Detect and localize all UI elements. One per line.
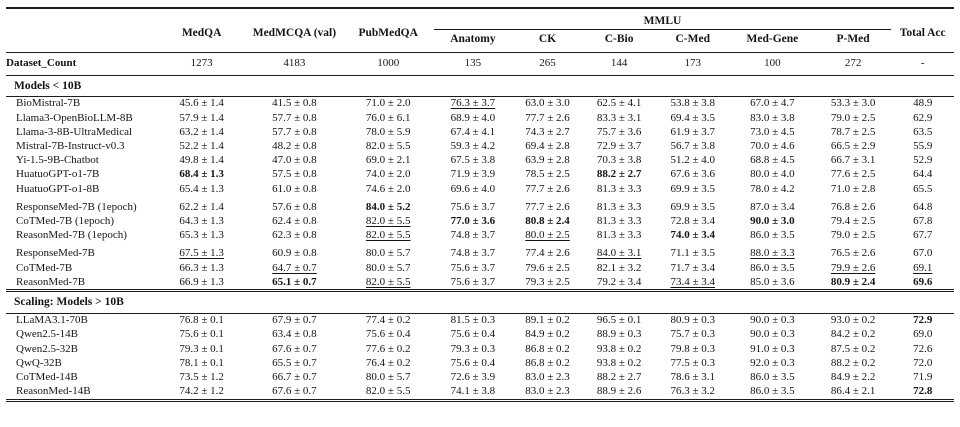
dataset-count-label: Dataset_Count (6, 53, 157, 75)
score-cell: 57.5 ± 0.8 (272, 168, 317, 181)
score-cell: 64.8 (913, 200, 933, 213)
score-cell: 67.9 ± 0.7 (272, 314, 317, 327)
score-cell: 72.8 (913, 385, 933, 398)
score-cell: 57.6 ± 0.8 (272, 200, 317, 213)
score-cell: 73.0 ± 4.5 (750, 125, 795, 138)
score-cell: 74.3 ± 2.7 (525, 125, 570, 138)
score-cell: 79.6 ± 2.5 (525, 261, 570, 274)
score-cell: 64.4 (913, 168, 933, 181)
col-header-anatomy: Anatomy (450, 33, 496, 46)
score-cell: 70.0 ± 4.6 (750, 139, 795, 152)
score-cell: 66.7 ± 3.1 (830, 154, 876, 167)
score-cell: 56.7 ± 3.8 (670, 139, 716, 152)
score-cell: 96.5 ± 0.1 (596, 314, 642, 327)
score-cell: 79.9 ± 2.6 (830, 261, 876, 274)
table-row (6, 385, 954, 401)
dataset-count-value: 144 (583, 53, 656, 75)
score-cell: 62.4 ± 0.8 (272, 214, 317, 227)
table-row (6, 261, 954, 275)
score-cell: 85.0 ± 3.6 (750, 275, 795, 288)
score-cell: 57.7 ± 0.8 (272, 111, 317, 124)
model-name-cell: ReasonMed-14B (16, 385, 91, 398)
score-cell: 91.0 ± 0.3 (750, 342, 795, 355)
model-name-cell: ResponseMed-7B (1epoch) (16, 200, 137, 213)
score-cell: 93.8 ± 0.2 (596, 356, 642, 369)
score-cell: 57.9 ± 1.4 (179, 111, 224, 124)
score-cell: 63.5 (913, 125, 933, 138)
score-cell: 48.9 (913, 97, 933, 110)
section-header-row (6, 75, 954, 96)
score-cell: 55.9 (913, 139, 933, 152)
score-cell: 52.2 ± 1.4 (179, 139, 224, 152)
score-cell: 81.3 ± 3.3 (596, 200, 642, 213)
score-cell: 77.7 ± 2.6 (525, 200, 570, 213)
score-cell: 65.5 ± 0.7 (272, 356, 317, 369)
score-cell: 83.0 ± 2.3 (525, 370, 570, 383)
score-cell: 61.9 ± 3.7 (670, 125, 716, 138)
table-header (6, 8, 954, 53)
table-body (6, 53, 954, 400)
score-cell: 69.0 (913, 328, 933, 341)
score-cell: 69.6 (913, 275, 933, 288)
score-cell: 77.0 ± 3.6 (450, 214, 496, 227)
header-row-groups (6, 8, 954, 30)
score-cell: 67.6 ± 0.7 (272, 342, 317, 355)
score-cell: 75.6 ± 0.4 (365, 328, 411, 341)
model-name-cell: CoTMed-7B (16, 261, 73, 274)
col-header-c-med: C-Med (675, 33, 710, 46)
score-cell: 64.7 ± 0.7 (272, 261, 317, 274)
score-cell: 67.0 (913, 247, 933, 260)
score-cell: 84.2 ± 0.2 (830, 328, 876, 341)
score-cell: 80.9 ± 0.3 (670, 314, 716, 327)
model-name-cell: HuatuoGPT-o1-8B (16, 182, 100, 195)
score-cell: 84.9 ± 2.2 (830, 370, 876, 383)
table-row (6, 125, 954, 139)
score-cell: 88.2 ± 2.7 (596, 370, 642, 383)
score-cell: 90.0 ± 0.3 (750, 314, 795, 327)
score-cell: 90.0 ± 0.3 (750, 328, 795, 341)
col-header-ck: CK (538, 33, 557, 46)
score-cell: 82.1 ± 3.2 (596, 261, 642, 274)
score-cell: 71.0 ± 2.0 (365, 97, 411, 110)
score-cell: 74.1 ± 3.8 (450, 385, 496, 398)
score-cell: 72.6 ± 3.9 (450, 370, 496, 383)
model-name-cell: ReasonMed-7B (1epoch) (16, 229, 127, 242)
score-cell: 74.0 ± 2.0 (365, 168, 411, 181)
score-cell: 68.4 ± 1.3 (179, 168, 224, 181)
score-cell: 62.2 ± 1.4 (179, 200, 224, 213)
score-cell: 68.9 ± 4.0 (450, 111, 496, 124)
score-cell: 88.9 ± 2.6 (596, 385, 642, 398)
score-cell: 76.8 ± 2.6 (830, 200, 876, 213)
section-header: Scaling: Models > 10B (6, 291, 954, 313)
score-cell: 64.3 ± 1.3 (179, 214, 224, 227)
score-cell: 72.9 ± 3.7 (596, 139, 642, 152)
score-cell: 66.9 ± 1.3 (179, 275, 224, 288)
score-cell: 62.3 ± 0.8 (272, 229, 317, 242)
score-cell: 76.5 ± 2.6 (830, 247, 876, 260)
table-row (6, 342, 954, 356)
score-cell: 69.0 ± 2.1 (365, 154, 411, 167)
score-cell: 45.6 ± 1.4 (179, 97, 224, 110)
table-row (6, 243, 954, 261)
score-cell: 65.1 ± 0.7 (272, 275, 317, 288)
score-cell: 76.8 ± 0.1 (179, 314, 224, 327)
score-cell: 65.3 ± 1.3 (179, 229, 224, 242)
col-group-header-mmlu: MMLU (434, 8, 892, 30)
model-name-cell: Llama3-OpenBioLLM-8B (16, 111, 133, 124)
score-cell: 76.4 ± 0.2 (365, 356, 411, 369)
model-name-cell: Mistral-7B-Instruct-v0.3 (16, 139, 125, 152)
score-cell: 79.8 ± 0.3 (670, 342, 716, 355)
dataset-count-row (6, 53, 954, 75)
table-row (6, 356, 954, 370)
score-cell: 81.3 ± 3.3 (596, 229, 642, 242)
score-cell: 77.4 ± 0.2 (365, 314, 411, 327)
score-cell: 69.9 ± 3.5 (670, 200, 716, 213)
score-cell: 78.6 ± 3.1 (670, 370, 716, 383)
score-cell: 65.4 ± 1.3 (179, 182, 224, 195)
score-cell: 82.0 ± 5.5 (365, 275, 411, 288)
score-cell: 76.0 ± 6.1 (365, 111, 411, 124)
score-cell: 82.0 ± 5.5 (365, 385, 411, 398)
score-cell: 60.9 ± 0.8 (272, 247, 317, 260)
score-cell: 81.3 ± 3.3 (596, 182, 642, 195)
score-cell: 86.8 ± 0.2 (525, 342, 570, 355)
score-cell: 77.7 ± 2.6 (525, 111, 570, 124)
score-cell: 57.7 ± 0.8 (272, 125, 317, 138)
score-cell: 53.3 ± 3.0 (830, 97, 876, 110)
score-cell: 72.8 ± 3.4 (670, 214, 716, 227)
score-cell: 67.4 ± 4.1 (450, 125, 496, 138)
score-cell: 78.0 ± 5.9 (365, 125, 411, 138)
table-row (6, 275, 954, 291)
score-cell: 86.4 ± 2.1 (830, 385, 876, 398)
score-cell: 80.0 ± 4.0 (750, 168, 795, 181)
score-cell: 88.0 ± 3.3 (750, 247, 795, 260)
score-cell: 63.9 ± 2.8 (525, 154, 570, 167)
score-cell: 76.3 ± 3.7 (450, 97, 496, 110)
score-cell: 71.7 ± 3.4 (670, 261, 716, 274)
model-name-cell: Qwen2.5-14B (16, 328, 79, 341)
score-cell: 84.0 ± 3.1 (596, 247, 642, 260)
section-header: Models < 10B (6, 75, 954, 96)
score-cell: 66.5 ± 2.9 (830, 139, 876, 152)
score-cell: 76.3 ± 3.2 (670, 385, 716, 398)
score-cell: 93.0 ± 0.2 (830, 314, 876, 327)
dataset-count-value: 100 (730, 53, 815, 75)
score-cell: 80.0 ± 2.5 (525, 229, 570, 242)
table-row (6, 370, 954, 384)
score-cell: 62.5 ± 4.1 (596, 97, 642, 110)
score-cell: 74.8 ± 3.7 (450, 247, 496, 260)
score-cell: 83.0 ± 2.3 (525, 385, 570, 398)
dataset-count-value: 1273 (157, 53, 246, 75)
score-cell: 79.3 ± 0.1 (179, 342, 224, 355)
score-cell: 75.6 ± 0.4 (450, 356, 496, 369)
score-cell: 77.4 ± 2.6 (525, 247, 570, 260)
score-cell: 82.0 ± 5.5 (365, 214, 411, 227)
model-name-cell: CoTMed-7B (1epoch) (16, 214, 115, 227)
score-cell: 69.1 (913, 261, 933, 274)
score-cell: 77.6 ± 0.2 (365, 342, 411, 355)
table-row (6, 139, 954, 153)
model-name-cell: ResponseMed-7B (16, 247, 95, 260)
score-cell: 86.0 ± 3.5 (750, 370, 795, 383)
score-cell: 79.3 ± 2.5 (525, 275, 570, 288)
dataset-count-value: 1000 (343, 53, 434, 75)
score-cell: 71.9 ± 3.9 (450, 168, 496, 181)
score-cell: 53.8 ± 3.8 (670, 97, 716, 110)
score-cell: 75.6 ± 0.1 (179, 328, 224, 341)
table-row (6, 229, 954, 243)
model-name-cell: Llama-3-8B-UltraMedical (16, 125, 133, 138)
score-cell: 59.3 ± 4.2 (450, 139, 496, 152)
score-cell: 79.2 ± 3.4 (596, 275, 642, 288)
score-cell: 84.0 ± 5.2 (365, 200, 411, 213)
dataset-count-value: 4183 (246, 53, 343, 75)
score-cell: 75.6 ± 3.7 (450, 275, 496, 288)
col-header-pubmedqa: PubMedQA (358, 27, 418, 40)
model-name-cell: Yi-1.5-9B-Chatbot (16, 154, 99, 167)
model-name-cell: Qwen2.5-32B (16, 342, 79, 355)
score-cell: 86.8 ± 0.2 (525, 356, 570, 369)
table-row (6, 154, 954, 168)
table-row (6, 96, 954, 111)
model-name-cell: QwQ-32B (16, 356, 62, 369)
score-cell: 78.1 ± 0.1 (179, 356, 224, 369)
score-cell: 51.2 ± 4.0 (670, 154, 716, 167)
col-header-p-med: P-Med (836, 33, 870, 46)
score-cell: 74.0 ± 3.4 (670, 229, 716, 242)
score-cell: 79.4 ± 2.5 (830, 214, 876, 227)
score-cell: 66.7 ± 0.7 (272, 370, 317, 383)
score-cell: 93.8 ± 0.2 (596, 342, 642, 355)
model-column-header (6, 8, 157, 53)
score-cell: 72.9 (913, 314, 933, 327)
score-cell: 77.5 ± 0.3 (670, 356, 716, 369)
score-cell: 63.4 ± 0.8 (272, 328, 317, 341)
score-cell: 78.5 ± 2.5 (525, 168, 570, 181)
score-cell: 79.3 ± 0.3 (450, 342, 496, 355)
score-cell: 67.6 ± 0.7 (272, 385, 317, 398)
score-cell: 89.1 ± 0.2 (525, 314, 570, 327)
dataset-count-value: - (891, 53, 954, 75)
score-cell: 75.6 ± 0.4 (450, 328, 496, 341)
table-row (6, 168, 954, 182)
table-row (6, 328, 954, 342)
score-cell: 77.7 ± 2.6 (525, 182, 570, 195)
table-row (6, 196, 954, 214)
dataset-count-value: 135 (434, 53, 513, 75)
score-cell: 80.9 ± 2.4 (830, 275, 876, 288)
score-cell: 67.5 ± 3.8 (450, 154, 496, 167)
score-cell: 72.6 (913, 342, 933, 355)
score-cell: 75.6 ± 3.7 (450, 261, 496, 274)
score-cell: 66.3 ± 1.3 (179, 261, 224, 274)
score-cell: 48.2 ± 0.8 (272, 139, 317, 152)
score-cell: 73.5 ± 1.2 (179, 370, 224, 383)
score-cell: 79.0 ± 2.5 (830, 229, 876, 242)
table-row (6, 182, 954, 196)
col-header-total-acc: Total Acc (899, 27, 946, 40)
score-cell: 81.5 ± 0.3 (450, 314, 496, 327)
score-cell: 52.9 (913, 154, 933, 167)
score-cell: 69.9 ± 3.5 (670, 182, 716, 195)
score-cell: 67.7 (913, 229, 933, 242)
model-name-cell: CoTMed-14B (16, 370, 78, 383)
score-cell: 80.0 ± 5.7 (365, 247, 411, 260)
score-cell: 61.0 ± 0.8 (272, 182, 317, 195)
score-cell: 49.8 ± 1.4 (179, 154, 224, 167)
score-cell: 82.0 ± 5.5 (365, 139, 411, 152)
dataset-count-value: 265 (512, 53, 583, 75)
score-cell: 70.3 ± 3.8 (596, 154, 642, 167)
score-cell: 78.7 ± 2.5 (830, 125, 876, 138)
score-cell: 83.0 ± 3.8 (750, 111, 795, 124)
section-header-row (6, 291, 954, 313)
score-cell: 79.0 ± 2.5 (830, 111, 876, 124)
score-cell: 88.9 ± 0.3 (596, 328, 642, 341)
dataset-count-value: 173 (655, 53, 730, 75)
score-cell: 86.0 ± 3.5 (750, 261, 795, 274)
score-cell: 65.5 (913, 182, 933, 195)
score-cell: 69.6 ± 4.0 (450, 182, 496, 195)
score-cell: 87.5 ± 0.2 (830, 342, 876, 355)
score-cell: 88.2 ± 0.2 (830, 356, 876, 369)
score-cell: 67.5 ± 1.3 (179, 247, 224, 260)
score-cell: 71.9 (913, 370, 933, 383)
score-cell: 77.6 ± 2.5 (830, 168, 876, 181)
score-cell: 69.4 ± 3.5 (670, 111, 716, 124)
model-name-cell: ReasonMed-7B (16, 275, 86, 288)
score-cell: 75.7 ± 3.6 (596, 125, 642, 138)
score-cell: 74.2 ± 1.2 (179, 385, 224, 398)
score-cell: 62.9 (913, 111, 933, 124)
score-cell: 81.3 ± 3.3 (596, 214, 642, 227)
score-cell: 67.8 (913, 214, 933, 227)
col-header-medmcqa: MedMCQA (val) (252, 27, 337, 40)
score-cell: 78.0 ± 4.2 (750, 182, 795, 195)
score-cell: 75.7 ± 0.3 (670, 328, 716, 341)
score-cell: 41.5 ± 0.8 (272, 97, 317, 110)
score-cell: 80.0 ± 5.7 (365, 370, 411, 383)
table-row (6, 313, 954, 328)
score-cell: 72.0 (913, 356, 933, 369)
score-cell: 83.3 ± 3.1 (596, 111, 642, 124)
model-name-cell: HuatuoGPT-o1-7B (16, 168, 100, 181)
score-cell: 74.6 ± 2.0 (365, 182, 411, 195)
score-cell: 80.8 ± 2.4 (525, 214, 570, 227)
score-cell: 68.8 ± 4.5 (750, 154, 795, 167)
score-cell: 86.0 ± 3.5 (750, 229, 795, 242)
score-cell: 86.0 ± 3.5 (750, 385, 795, 398)
score-cell: 67.6 ± 3.6 (670, 168, 716, 181)
score-cell: 74.8 ± 3.7 (450, 229, 496, 242)
score-cell: 71.0 ± 2.8 (830, 182, 876, 195)
score-cell: 87.0 ± 3.4 (750, 200, 795, 213)
dataset-count-value: 272 (815, 53, 892, 75)
score-cell: 63.0 ± 3.0 (525, 97, 570, 110)
col-header-med-gene: Med-Gene (746, 33, 799, 46)
score-cell: 92.0 ± 0.3 (750, 356, 795, 369)
score-cell: 73.4 ± 3.4 (670, 275, 716, 288)
col-header-medqa: MedQA (181, 27, 222, 40)
table-row (6, 111, 954, 125)
benchmark-results-table (6, 7, 954, 402)
score-cell: 80.0 ± 5.7 (365, 261, 411, 274)
score-cell: 63.2 ± 1.4 (179, 125, 224, 138)
score-cell: 82.0 ± 5.5 (365, 229, 411, 242)
score-cell: 90.0 ± 3.0 (750, 214, 795, 227)
document-page (0, 7, 960, 427)
score-cell: 47.0 ± 0.8 (272, 154, 317, 167)
score-cell: 84.9 ± 0.2 (525, 328, 570, 341)
score-cell: 71.1 ± 3.5 (670, 247, 716, 260)
score-cell: 69.4 ± 2.8 (525, 139, 570, 152)
table-row (6, 214, 954, 228)
model-name-cell: LLaMA3.1-70B (16, 314, 88, 327)
col-header-c-bio: C-Bio (604, 33, 634, 46)
score-cell: 75.6 ± 3.7 (450, 200, 496, 213)
score-cell: 88.2 ± 2.7 (596, 168, 642, 181)
score-cell: 67.0 ± 4.7 (750, 97, 795, 110)
model-name-cell: BioMistral-7B (16, 97, 81, 110)
